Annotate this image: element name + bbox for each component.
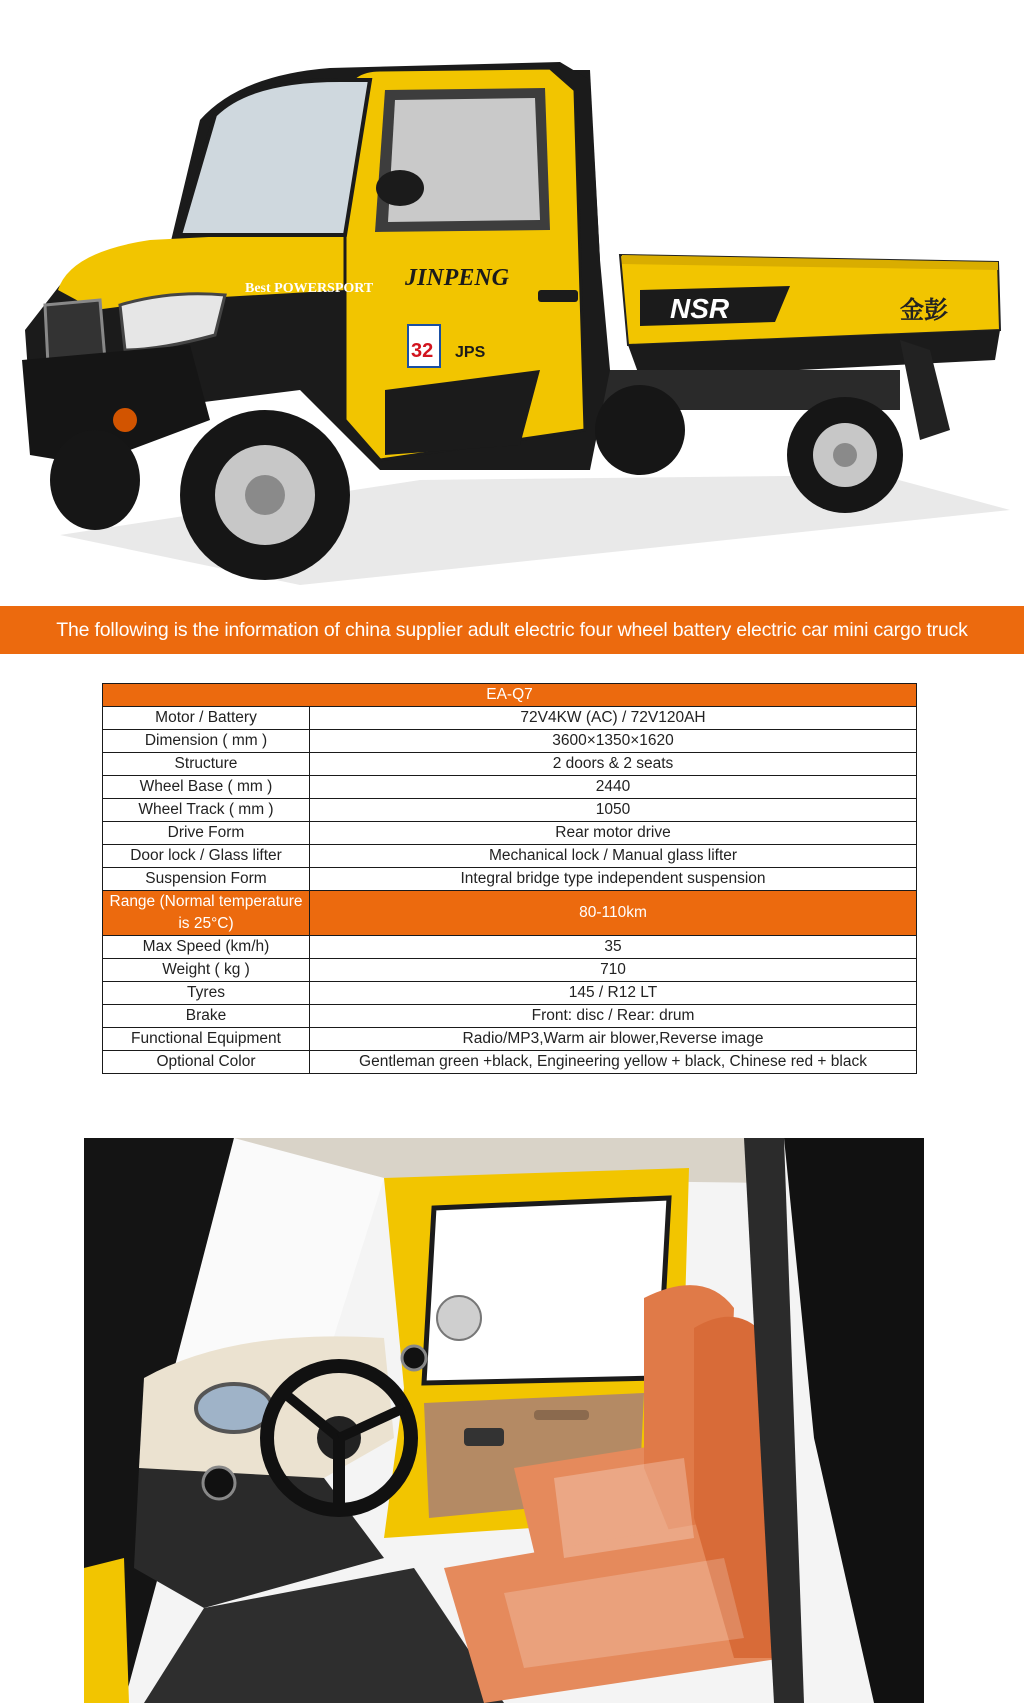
spec-value: Integral bridge type independent suspension: [310, 868, 917, 891]
spec-value: 72V4KW (AC) / 72V120AH: [310, 707, 917, 730]
spec-label: Range (Normal temperature is 25°C): [103, 891, 310, 936]
spec-value: 145 / R12 LT: [310, 982, 917, 1005]
spec-model-title: EA-Q7: [103, 684, 917, 707]
spec-value: 80-110km: [310, 891, 917, 936]
spec-value: 35: [310, 936, 917, 959]
spec-value: 3600×1350×1620: [310, 730, 917, 753]
table-row: [103, 822, 917, 845]
spec-value: Gentleman green +black, Engineering yellow + black, Chinese red + black: [310, 1051, 917, 1074]
table-row: [103, 1028, 917, 1051]
spec-header-row: [103, 684, 917, 707]
spec-label: Brake: [103, 1005, 310, 1028]
info-banner: [0, 606, 1024, 654]
table-row-highlighted: [103, 891, 917, 936]
spec-table: [102, 683, 917, 1074]
table-row: [103, 799, 917, 822]
spec-label: Drive Form: [103, 822, 310, 845]
spec-value: 1050: [310, 799, 917, 822]
table-row: [103, 707, 917, 730]
spec-value: Radio/MP3,Warm air blower,Reverse image: [310, 1028, 917, 1051]
door-brand-logo: JINPENG: [405, 265, 510, 291]
table-row: [103, 868, 917, 891]
door-number: 32: [411, 340, 434, 362]
spec-value: Mechanical lock / Manual glass lifter: [310, 845, 917, 868]
spec-label: Suspension Form: [103, 868, 310, 891]
table-row: [103, 982, 917, 1005]
door-logo-jps: JPS: [455, 344, 486, 361]
spec-label: Optional Color: [103, 1051, 310, 1074]
table-row: [103, 845, 917, 868]
spec-value: 710: [310, 959, 917, 982]
spec-label: Functional Equipment: [103, 1028, 310, 1051]
hood-badge: Best POWERSPORT: [245, 281, 374, 296]
table-row: [103, 959, 917, 982]
spec-label: Structure: [103, 753, 310, 776]
truck-product-photo: [0, 0, 1024, 600]
table-row: [103, 1051, 917, 1074]
table-row: [103, 936, 917, 959]
spec-label: Wheel Track ( mm ): [103, 799, 310, 822]
table-row: [103, 730, 917, 753]
spec-value: Front: disc / Rear: drum: [310, 1005, 917, 1028]
spec-label: Weight ( kg ): [103, 959, 310, 982]
spec-value: Rear motor drive: [310, 822, 917, 845]
spec-label: Motor / Battery: [103, 707, 310, 730]
spec-label: Tyres: [103, 982, 310, 1005]
banner-text: The following is the information of china supplier adult electric four wheel battery electric car mini cargo truck: [56, 618, 968, 641]
spec-value: 2 doors & 2 seats: [310, 753, 917, 776]
table-row: [103, 776, 917, 799]
spec-value: 2440: [310, 776, 917, 799]
table-row: [103, 1005, 917, 1028]
interior-photo: [84, 1138, 924, 1703]
spec-label: Door lock / Glass lifter: [103, 845, 310, 868]
bed-logo-nsr: NSR: [670, 293, 730, 324]
table-row: [103, 753, 917, 776]
spec-label: Wheel Base ( mm ): [103, 776, 310, 799]
spec-label: Dimension ( mm ): [103, 730, 310, 753]
bed-chinese-text: 金彭: [900, 296, 948, 324]
spec-label: Max Speed (km/h): [103, 936, 310, 959]
